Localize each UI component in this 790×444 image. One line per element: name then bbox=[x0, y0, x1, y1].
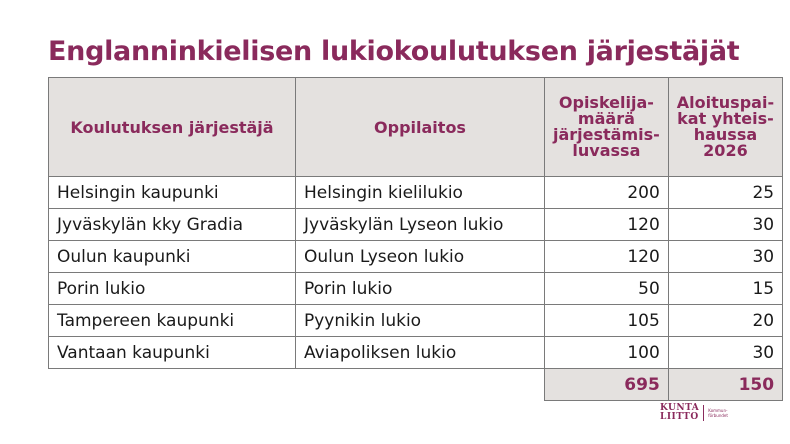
kuntaliitto-logo bbox=[660, 404, 728, 422]
logo-sub1: Kommun- bbox=[708, 408, 728, 413]
table-row bbox=[49, 337, 783, 369]
cell-school: Oulun Lyseon lukio bbox=[296, 241, 545, 273]
cell-places: 20 bbox=[668, 305, 782, 337]
logo-wordmark bbox=[660, 404, 699, 422]
header-students-line1: Opiskelija- bbox=[558, 93, 654, 112]
totals-row bbox=[49, 369, 783, 401]
total-places: 150 bbox=[668, 369, 782, 401]
logo-line2: LIITTO bbox=[660, 412, 699, 422]
cell-school: Helsingin kielilukio bbox=[296, 177, 545, 209]
header-places-line3: haussa bbox=[693, 125, 758, 144]
header-students-line3: järjestämis- bbox=[553, 125, 660, 144]
table-row bbox=[49, 273, 783, 305]
logo-line1: KUNTA bbox=[660, 403, 700, 413]
cell-students: 105 bbox=[545, 305, 669, 337]
logo-sub2: förbundet bbox=[708, 413, 728, 418]
cell-students: 50 bbox=[545, 273, 669, 305]
cell-provider: Oulun kaupunki bbox=[49, 241, 296, 273]
cell-provider: Vantaan kaupunki bbox=[49, 337, 296, 369]
cell-places: 15 bbox=[668, 273, 782, 305]
header-places-line4: 2026 bbox=[703, 141, 748, 160]
header-places bbox=[668, 78, 782, 177]
page-title: Englanninkielisen lukiokoulutuksen järjestäjät bbox=[48, 36, 740, 67]
logo-divider bbox=[703, 405, 704, 421]
cell-students: 120 bbox=[545, 209, 669, 241]
cell-provider: Tampereen kaupunki bbox=[49, 305, 296, 337]
cell-school: Porin lukio bbox=[296, 273, 545, 305]
table-row bbox=[49, 241, 783, 273]
logo-subtitle bbox=[708, 408, 728, 418]
cell-students: 120 bbox=[545, 241, 669, 273]
table-row bbox=[49, 177, 783, 209]
cell-provider: Porin lukio bbox=[49, 273, 296, 305]
cell-students: 200 bbox=[545, 177, 669, 209]
header-provider: Koulutuksen järjestäjä bbox=[49, 78, 296, 177]
cell-provider: Helsingin kaupunki bbox=[49, 177, 296, 209]
table-row bbox=[49, 209, 783, 241]
totals-blank bbox=[49, 369, 296, 401]
totals-blank bbox=[296, 369, 545, 401]
header-students-line2: määrä bbox=[577, 109, 635, 128]
cell-provider: Jyväskylän kky Gradia bbox=[49, 209, 296, 241]
table-header-row bbox=[49, 78, 783, 177]
cell-places: 25 bbox=[668, 177, 782, 209]
cell-places: 30 bbox=[668, 209, 782, 241]
table-row bbox=[49, 305, 783, 337]
cell-school: Jyväskylän Lyseon lukio bbox=[296, 209, 545, 241]
cell-students: 100 bbox=[545, 337, 669, 369]
cell-places: 30 bbox=[668, 241, 782, 273]
cell-school: Aviapoliksen lukio bbox=[296, 337, 545, 369]
header-places-line2: kat yhteis- bbox=[677, 109, 774, 128]
header-school: Oppilaitos bbox=[296, 78, 545, 177]
header-places-line1: Aloituspai- bbox=[676, 93, 775, 112]
header-students-line4: luvassa bbox=[572, 141, 641, 160]
cell-places: 30 bbox=[668, 337, 782, 369]
cell-school: Pyynikin lukio bbox=[296, 305, 545, 337]
total-students: 695 bbox=[545, 369, 669, 401]
header-students bbox=[545, 78, 669, 177]
providers-table bbox=[48, 77, 783, 401]
